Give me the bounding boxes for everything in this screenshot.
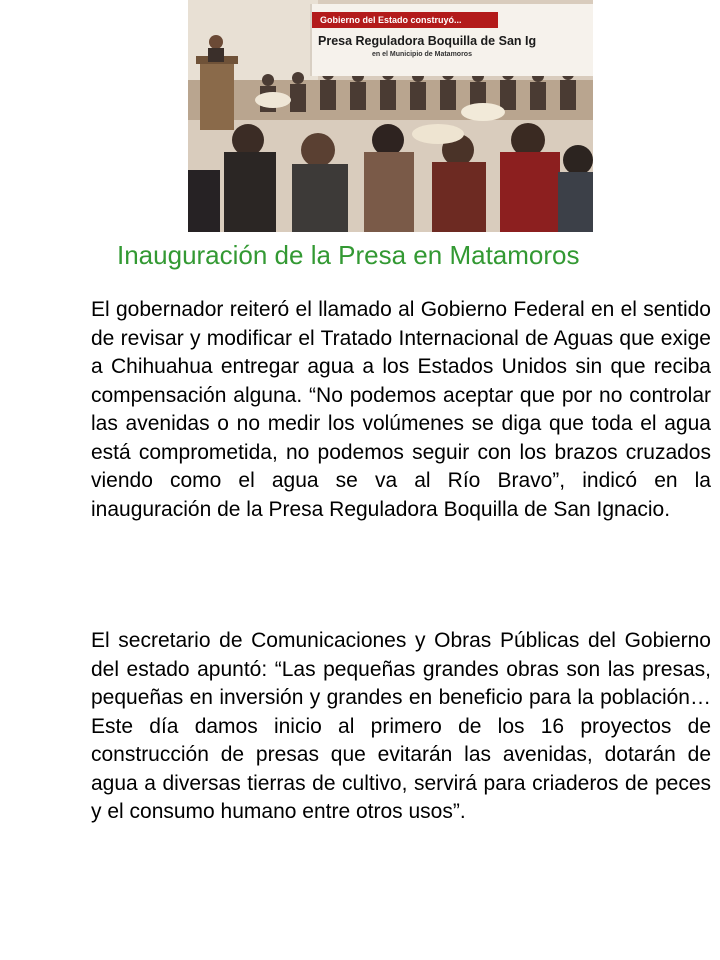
event-banner [310, 4, 593, 76]
banner-subtitle: en el Municipio de Matamoros [372, 51, 472, 58]
banner-heading: Gobierno del Estado construyó... [312, 12, 498, 28]
article-title: Inauguración de la Presa en Matamoros [117, 240, 580, 270]
event-photo [188, 0, 593, 232]
article-paragraph: El secretario de Comunicaciones y Obras Públicas del Gobierno del estado apuntó: “Las pequeñas grandes obras son las presas, pequeñas en inversión y grandes en beneficio para la población… Este día damos inicio al primero de los 16 proyectos de construcción de presas que evitarán las avenidas, dotarán de agua a diversas tierras de cultivo, servirá para criaderos de peces y el consumo humano entre otros usos”. [91, 629, 711, 823]
banner-title: Presa Reguladora Boquilla de San Ig [318, 34, 537, 48]
article-paragraph: El gobernador reiteró el llamado al Gobierno Federal en el sentido de revisar y modificar el Tratado Internacional de Aguas que exige a Chihuahua entregar agua a los Estados Unidos sin que reciba compensación alguna. “No podemos aceptar que por no controlar las avenidas o no medir los volúmenes se diga que toda el agua está comprometida, no podemos seguir con los brazos cruzados viendo como el agua se va al Río Bravo”, indicó en la inauguración de la Presa Reguladora Boquilla de San Ignacio. [91, 298, 711, 521]
